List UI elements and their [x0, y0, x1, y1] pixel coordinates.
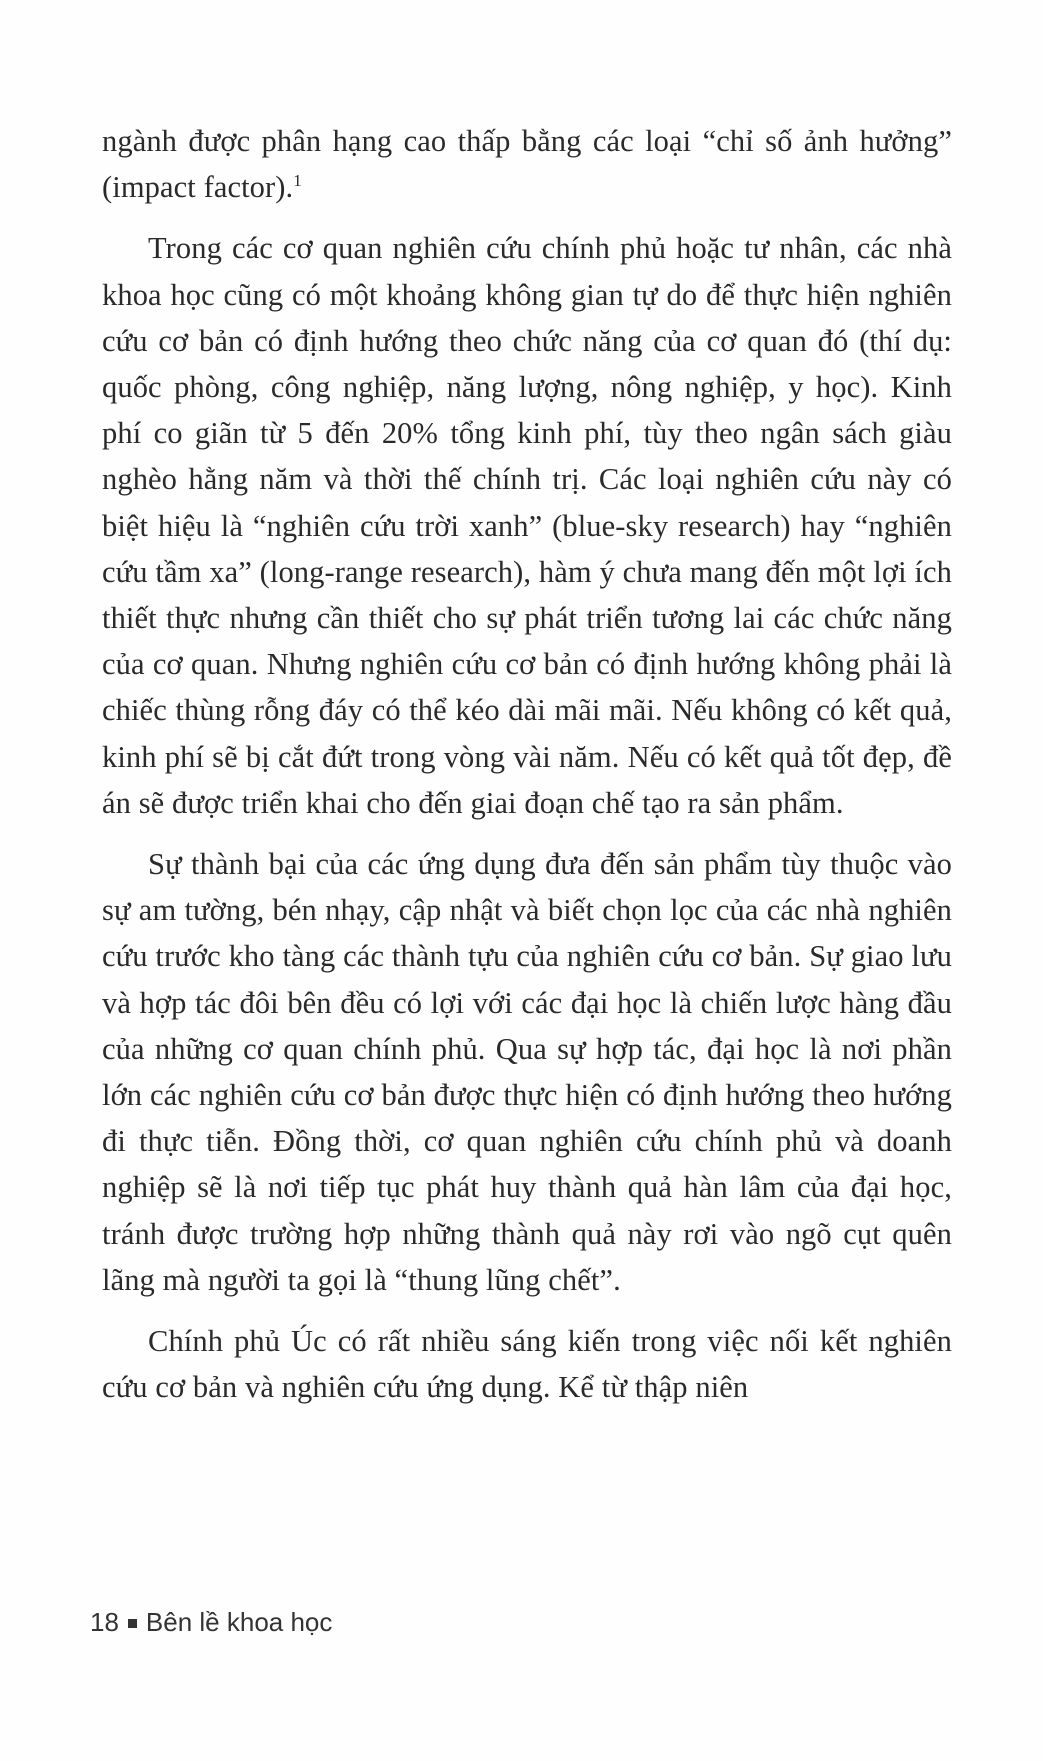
page-footer: [90, 1607, 332, 1638]
book-title: Bên lề khoa học: [145, 1607, 333, 1637]
paragraph-1: [102, 118, 952, 210]
footnote-marker: 1: [293, 171, 302, 191]
paragraph-1-text: ngành được phân hạng cao thấp bằng các loại “chỉ số ảnh hưởng” (impact factor).: [102, 124, 952, 205]
paragraph-3: Sự thành bại của các ứng dụng đưa đến sản phẩm tùy thuộc vào sự am tường, bén nhạy, cập nhật và biết chọn lọc của các nhà nghiên cứu trước kho tàng các thành tựu của nghiên cứu cơ bản. Sự giao lưu và hợp tác đôi bên đều có lợi với các đại học là chiến lược hàng đầu của những cơ quan chính phủ. Qua sự hợp tác, đại học là nơi phần lớn các nghiên cứu cơ bản được thực hiện có định hướng theo hướng đi thực tiễn. Đồng thời, cơ quan nghiên cứu chính phủ và doanh nghiệp sẽ là nơi tiếp tục phát huy thành quả hàn lâm của đại học, tránh được trường hợp những thành quả này rơi vào ngõ cụt quên lãng mà người ta gọi là “thung lũng chết”.: [102, 847, 952, 1297]
paragraph-4: Chính phủ Úc có rất nhiều sáng kiến trong việc nối kết nghiên cứu cơ bản và nghiên cứu ứng dụng. Kể từ thập niên: [102, 1324, 952, 1405]
square-bullet-icon: [128, 1619, 137, 1628]
paragraph-2: Trong các cơ quan nghiên cứu chính phủ hoặc tư nhân, các nhà khoa học cũng có một khoảng không gian tự do để thực hiện nghiên cứu cơ bản có định hướng theo chức năng của cơ quan đó (thí dụ: quốc phòng, công nghiệp, năng lượng, nông nghiệp, y học). Kinh phí co giãn từ 5 đến 20% tổng kinh phí, tùy theo ngân sách giàu nghèo hằng năm và thời thế chính trị. Các loại nghiên cứu này có biệt hiệu là “nghiên cứu trời xanh” (blue-sky research) hay “nghiên cứu tầm xa” (long-range research), hàm ý chưa mang đến một lợi ích thiết thực nhưng cần thiết cho sự phát triển tương lai các chức năng của cơ quan. Nhưng nghiên cứu cơ bản có định hướng không phải là chiếc thùng rỗng đáy có thể kéo dài mãi mãi. Nếu không có kết quả, kinh phí sẽ bị cắt đứt trong vòng vài năm. Nếu có kết quả tốt đẹp, đề án sẽ được triển khai cho đến giai đoạn chế tạo ra sản phẩm.: [102, 231, 952, 820]
page-number: 18: [90, 1607, 119, 1637]
body-text: [102, 118, 952, 1425]
